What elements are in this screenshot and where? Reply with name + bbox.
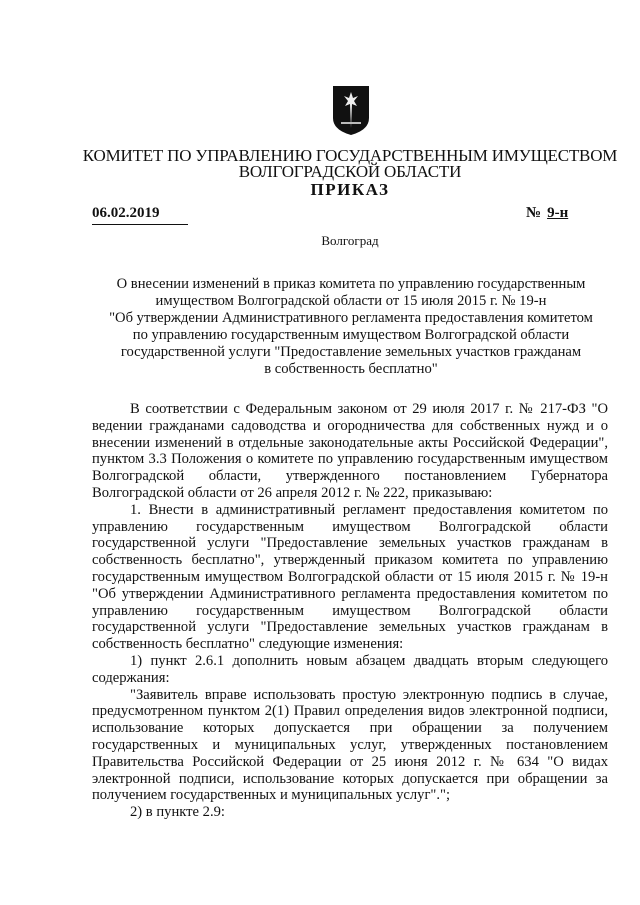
- document-body: [92, 401, 608, 821]
- document-number: [526, 205, 568, 222]
- body-paragraph: 1. Внести в административный регламент предоставления комитетом по управлению государственным имуществом Волгоградской области государственной услуги "Предоставление земельных участков гражданам в собственность бесплатно", утвержденный приказом комитета по управлению государственным имуществом Волгоградской области от 15 июля 2015 г. № 19-н "Об утверждении Административного регламента предоставления комитетом по управлению государственным имуществом Волгоградской области государственной услуги "Предоставление земельных участков гражданам в собственность бесплатно" следующие изменения:: [92, 501, 608, 653]
- body-paragraph: 2) в пункте 2.9:: [130, 804, 225, 821]
- committee-name-line1: КОМИТЕТ ПО УПРАВЛЕНИЮ ГОСУДАРСТВЕННЫМ ИМУЩЕСТВОМ: [82, 146, 618, 165]
- subject-line: по управлению государственным имуществом Волгоградской области: [132, 327, 570, 343]
- body-paragraph: "Заявитель вправе использовать простую электронную подпись в случае, предусмотренном пунктом 2(1) Правил определения видов электронной подписи, использование которых допускается при обращении за получением государственных и муниципальных услуг, утвержденных постановлением Правительства Российской Федерации от 25 июня 2012 г. № 634 "О видах электронной подписи, использование которых допускается при обращении за получением государственных и муниципальных услуг".";: [92, 686, 608, 804]
- committee-name-line2: ВОЛГОГРАДСКОЙ ОБЛАСТИ: [238, 162, 462, 181]
- body-paragraph: 1) пункт 2.6.1 дополнить новым абзацем двадцать вторым следующего содержания:: [92, 652, 608, 686]
- subject-line: государственной услуги "Предоставление земельных участков гражданам: [120, 344, 582, 360]
- coat-of-arms-icon: [331, 84, 371, 136]
- document-type: ПРИКАЗ: [310, 180, 390, 199]
- document-city: Волгоград: [321, 233, 379, 248]
- subject-line: в собственность бесплатно": [264, 361, 438, 377]
- date-underline: [92, 224, 188, 225]
- number-value: 9-н: [547, 205, 569, 221]
- subject-line: О внесении изменений в приказ комитета по управлению государственным: [116, 276, 586, 292]
- number-label: №: [526, 205, 542, 221]
- subject-line: имуществом Волгоградской области от 15 июля 2015 г. № 19-н: [155, 293, 547, 309]
- body-paragraph: В соответствии с Федеральным законом от 29 июля 2017 г. № 217-ФЗ "О ведении гражданами садоводства и огородничества для собственных нужд и о внесении изменений в отдельные законодательные акты Российской Федерации", пунктом 3.3 Положения о комитете по управлению государственным имуществом Волгоградской области, утвержденного постановлением Губернатора Волгоградской области от 26 апреля 2012 г. № 222, приказываю:: [92, 401, 608, 501]
- document-date: 06.02.2019: [92, 205, 160, 221]
- document-subject: [92, 276, 610, 378]
- subject-line: "Об утверждении Административного регламента предоставления комитетом: [109, 310, 593, 326]
